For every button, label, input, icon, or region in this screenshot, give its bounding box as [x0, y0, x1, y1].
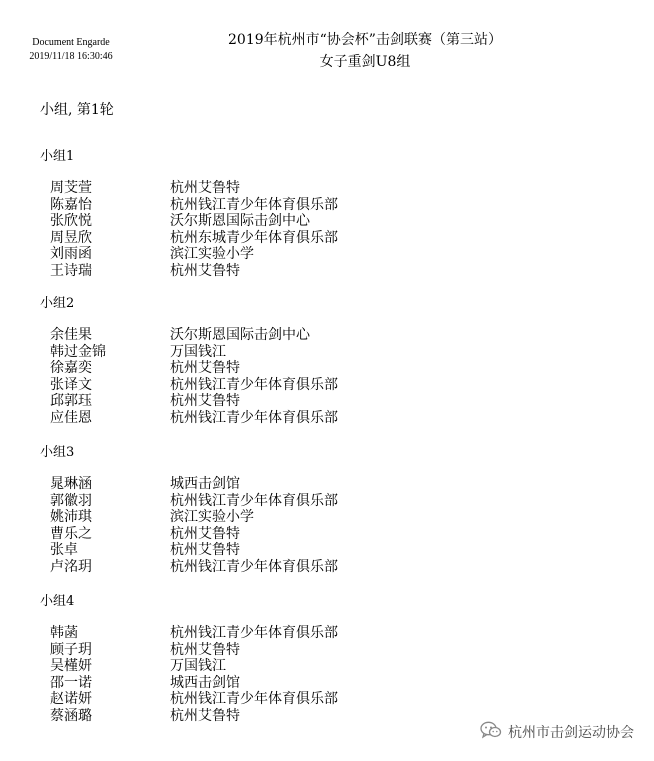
fencer-list: [40, 625, 600, 724]
timestamp: 2019/11/18 16:30:46: [29, 51, 113, 62]
fencer-name: 邵一诺: [50, 674, 92, 691]
fencer-club: 杭州钱江青少年体育俱乐部: [170, 691, 338, 707]
fencer-name: 蔡涵璐: [50, 707, 92, 724]
list-item: [40, 213, 600, 230]
fencer-club: 杭州钱江青少年体育俱乐部: [170, 558, 338, 575]
list-item: [40, 197, 600, 214]
fencer-name: 徐嘉奕: [50, 360, 92, 376]
fencer-name: 张卓: [50, 542, 78, 558]
watermark-text: 杭州市击剑运动协会: [508, 725, 634, 741]
fencer-club: 杭州钱江青少年体育俱乐部: [170, 196, 338, 213]
fencer-club: 杭州艾鲁特: [170, 641, 240, 658]
fencer-name: 郭徽羽: [50, 492, 92, 509]
fencer-club: 城西击剑馆: [170, 476, 240, 492]
list-item: [40, 625, 600, 642]
fencer-name: 应佳恩: [50, 409, 92, 426]
fencer-name: 周昱欣: [50, 229, 92, 246]
fencer-list: [40, 327, 600, 426]
group-section: [40, 593, 600, 724]
group-section: [40, 148, 600, 279]
fencer-club: 杭州钱江青少年体育俱乐部: [170, 492, 338, 509]
list-item: [40, 263, 600, 280]
fencer-name: 王诗瑞: [50, 262, 92, 279]
list-item: [40, 327, 600, 344]
list-item: [40, 344, 600, 361]
fencer-name: 赵诺妍: [50, 691, 92, 707]
fencer-name: 韩过金锦: [50, 343, 106, 360]
fencer-club: 杭州艾鲁特: [170, 180, 240, 196]
fencer-name: 卢洺玥: [50, 558, 92, 575]
fencer-club: 万国钱江: [170, 343, 226, 360]
fencer-name: 陈嘉怡: [50, 196, 92, 213]
fencer-name: 邱郭珏: [50, 393, 92, 409]
group-label: 小组2: [40, 296, 75, 311]
fencer-club: 杭州艾鲁特: [170, 525, 240, 542]
round-title: 小组, 第1轮: [40, 102, 114, 118]
list-item: [40, 691, 600, 708]
wechat-icon: [480, 721, 508, 745]
fencer-club: 杭州东城青少年体育俱乐部: [170, 229, 338, 246]
list-item: [40, 509, 600, 526]
source-label: Document Engarde: [32, 37, 110, 48]
fencer-name: 顾子玥: [50, 641, 92, 658]
fencer-name: 余佳果: [50, 327, 92, 343]
fencer-name: 刘雨函: [50, 246, 92, 262]
fencer-name: 韩菡: [50, 625, 78, 641]
group-section: [40, 444, 600, 575]
fencer-name: 晁琳涵: [50, 476, 92, 492]
fencer-name: 张译文: [50, 376, 92, 393]
list-item: [40, 642, 600, 659]
fencer-name: 曹乐之: [50, 525, 92, 542]
list-item: [40, 360, 600, 377]
fencer-name: 吴槿妍: [50, 658, 92, 674]
list-item: [40, 246, 600, 263]
document-meta: [14, 36, 128, 64]
fencer-club: 杭州艾鲁特: [170, 262, 240, 279]
fencer-club: 杭州艾鲁特: [170, 542, 240, 558]
fencer-club: 杭州艾鲁特: [170, 707, 240, 724]
list-item: [40, 675, 600, 692]
page-title: 2019年杭州市“协会杯”击剑联赛（第三站）: [228, 32, 502, 48]
fencer-club: 杭州钱江青少年体育俱乐部: [170, 625, 338, 641]
list-item: [40, 180, 600, 197]
fencer-name: 张欣悦: [50, 213, 92, 229]
fencer-club: 滨江实验小学: [170, 509, 254, 525]
fencer-list: [40, 476, 600, 575]
fencer-club: 城西击剑馆: [170, 674, 240, 691]
fencer-name: 周芠萱: [50, 180, 92, 196]
list-item: [40, 393, 600, 410]
group-label: 小组3: [40, 445, 75, 460]
group-label: 小组4: [40, 594, 75, 609]
list-item: [40, 476, 600, 493]
list-item: [40, 493, 600, 510]
fencer-club: 杭州钱江青少年体育俱乐部: [170, 376, 338, 393]
watermark: [480, 721, 634, 745]
list-item: [40, 526, 600, 543]
list-item: [40, 377, 600, 394]
page-subtitle: 女子重剑U8组: [319, 54, 411, 70]
fencer-club: 杭州艾鲁特: [170, 393, 240, 409]
fencer-club: 杭州钱江青少年体育俱乐部: [170, 409, 338, 426]
fencer-club: 沃尔斯恩国际击剑中心: [170, 327, 310, 343]
list-item: [40, 230, 600, 247]
fencer-club: 杭州艾鲁特: [170, 360, 240, 376]
group-label: 小组1: [40, 149, 75, 164]
fencer-club: 滨江实验小学: [170, 246, 254, 262]
fencer-club: 沃尔斯恩国际击剑中心: [170, 213, 310, 229]
fencer-list: [40, 180, 600, 279]
fencer-club: 万国钱江: [170, 658, 226, 674]
list-item: [40, 559, 600, 576]
list-item: [40, 542, 600, 559]
fencer-name: 姚沛琪: [50, 509, 92, 525]
list-item: [40, 658, 600, 675]
list-item: [40, 410, 600, 427]
group-section: [40, 295, 600, 426]
